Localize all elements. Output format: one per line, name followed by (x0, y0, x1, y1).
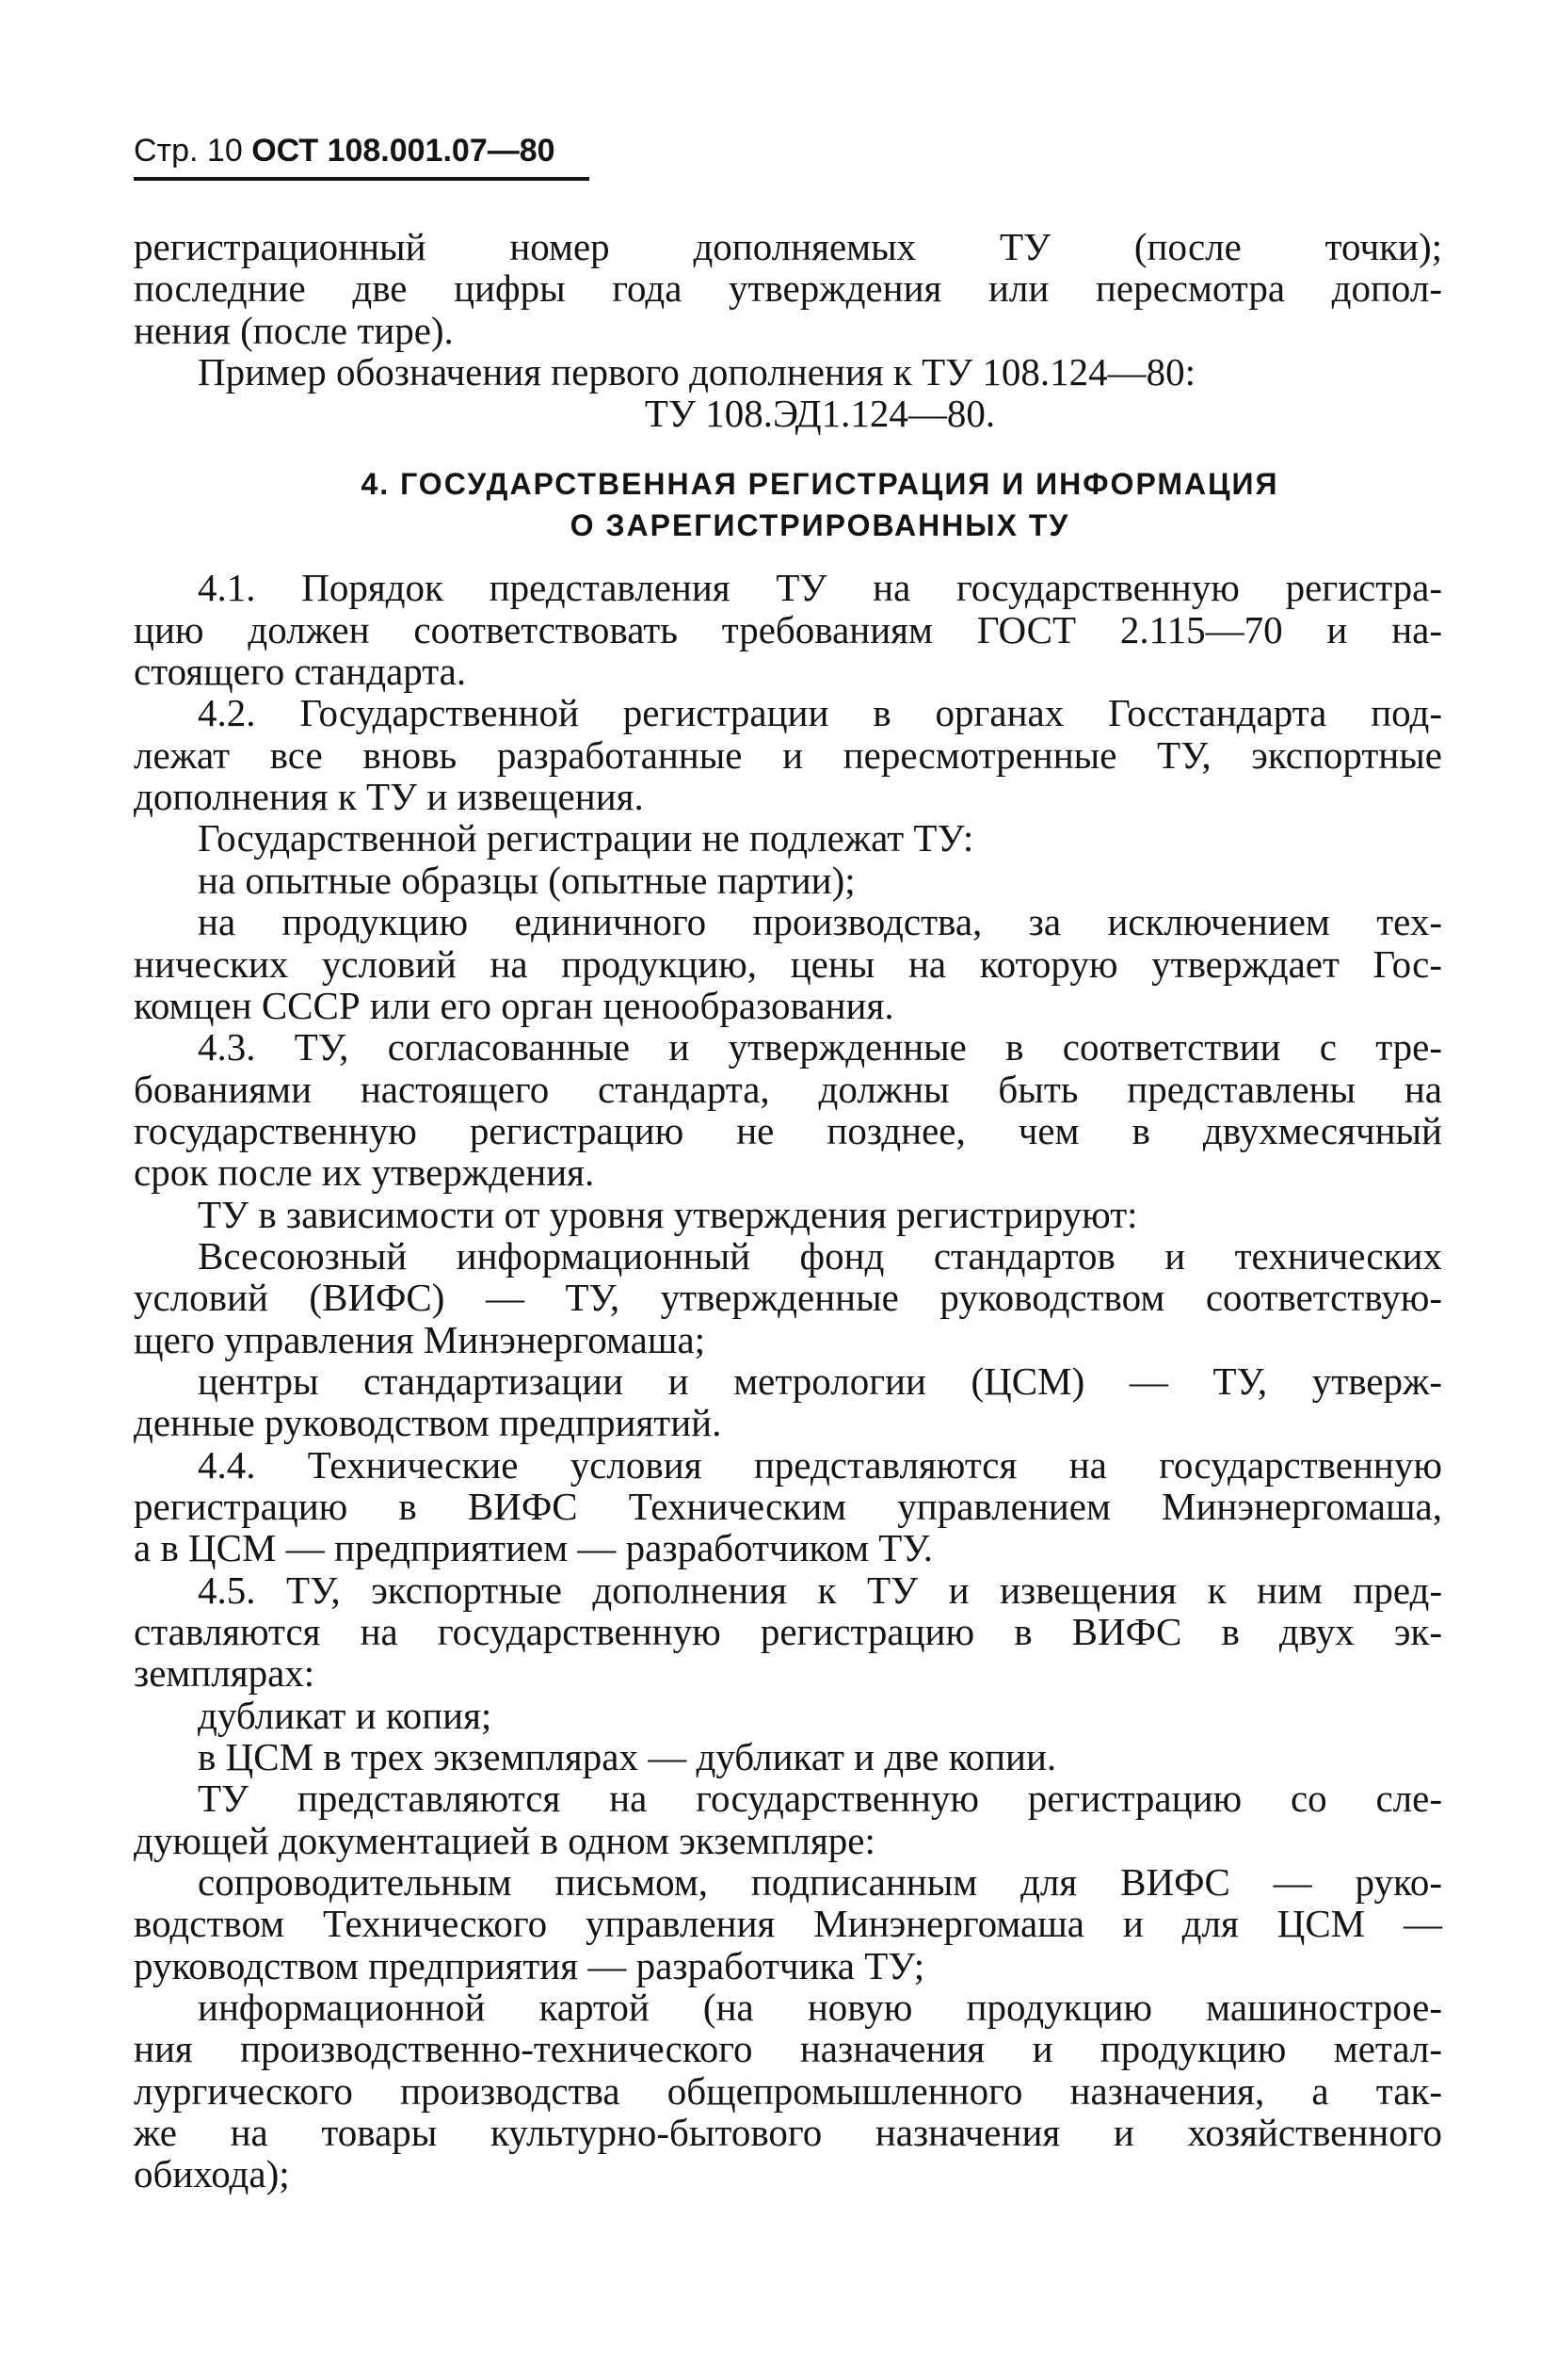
text-line: нических условий на продукцию, цены на которую утверждает Гос- (134, 941, 1442, 986)
text-line: щего управления Минэнергомаша; (134, 1317, 706, 1361)
text-line: руководством предприятия — разработчика ТУ; (134, 1943, 925, 1987)
text-line: же на товары культурно-бытового назначения и хозяйственного (134, 2111, 1442, 2155)
text-line: ния производственно-технического назначения и продукцию метал- (134, 2027, 1442, 2071)
standard-code: ОСТ 108.001.07—80 (251, 133, 555, 169)
page-number: Стр. 10 (134, 133, 243, 169)
text-line: ТУ в зависимости от уровня утверждения регистрируют: (198, 1192, 1138, 1236)
section-title-line-2: О ЗАРЕГИСТРИРОВАННЫХ ТУ (570, 508, 1070, 543)
text-line: дубликат и копия; (198, 1693, 492, 1737)
text-line: Пример обозначения первого дополнения к ТУ 108.124—80: (198, 350, 1196, 394)
text-line: комцен СССР или его орган ценообразования. (134, 983, 894, 1027)
text-line: 4.3. ТУ, согласованные и утвержденные в соответствии с тре- (198, 1025, 1442, 1069)
text-line: лургического производства общепромышленного назначения, а так- (134, 2068, 1442, 2113)
text-line: сопроводительным письмом, подписанным для ВИФС — руко- (198, 1860, 1442, 1905)
text-line: государственную регистрацию не позднее, чем в двухмесячный (134, 1108, 1442, 1152)
text-line: регистрационный номер дополняемых ТУ (после точки); (134, 225, 1442, 268)
text-line: денные руководством предприятий. (134, 1401, 722, 1445)
section-title-line-1: 4. ГОСУДАРСТВЕННАЯ РЕГИСТРАЦИЯ И ИНФОРМАЦИЯ (361, 466, 1279, 501)
text-line: 4.2. Государственной регистрации в органах Госстандарта под- (198, 691, 1442, 735)
text-line: бованиями настоящего стандарта, должны быть представлены на (134, 1067, 1442, 1111)
text-line: дополнения к ТУ и извещения. (134, 775, 644, 819)
text-line: центры стандартизации и метрологии (ЦСМ) — ТУ, утверж- (198, 1359, 1442, 1403)
text-line: земплярах: (134, 1651, 315, 1696)
text-line: срок после их утверждения. (134, 1150, 595, 1195)
text-line: информационной картой (на новую продукцию машинострое- (198, 1986, 1442, 2030)
page-header (134, 130, 589, 181)
text-line: Всесоюзный информационный фонд стандартов и технических (198, 1233, 1442, 1278)
text-line: а в ЦСМ — предприятием — разработчиком ТУ. (134, 1526, 933, 1570)
text-line: стоящего стандарта. (134, 650, 467, 694)
text-line: на продукцию единичного производства, за исключением тех- (198, 900, 1442, 944)
text-line: регистрацию в ВИФС Техническим управлением Минэнергомаша, (134, 1484, 1442, 1528)
designation-example: ТУ 108.ЭД1.124—80. (644, 392, 996, 436)
text-line: ставляются на государственную регистрацию в ВИФС в двух эк- (134, 1610, 1442, 1653)
text-line: цию должен соответствовать требованиям ГОСТ 2.115—70 и на- (134, 607, 1442, 651)
text-line: дующей документацией в одном экземпляре: (134, 1818, 875, 1862)
text-line: условий (ВИФС) — ТУ, утвержденные руководством соответствую- (134, 1276, 1442, 1320)
text-line: последние две цифры года утверждения или пересмотра допол- (134, 266, 1442, 311)
text-line: нения (после тире). (134, 308, 454, 352)
text-line: водством Технического управления Минэнергомаша и для ЦСМ — (134, 1902, 1442, 1946)
text-line: Государственной регистрации не подлежат ТУ: (198, 816, 974, 860)
text-line: в ЦСМ в трех экземплярах — дубликат и две копии. (198, 1735, 1057, 1779)
text-line: 4.1. Порядок представления ТУ на государственную регистра- (198, 566, 1442, 610)
text-line: на опытные образцы (опытные партии); (198, 858, 856, 902)
text-line: 4.4. Технические условия представляются на государственную (198, 1442, 1442, 1487)
text-line: 4.5. ТУ, экспортные дополнения к ТУ и извещения к ним пред- (198, 1568, 1442, 1612)
text-line: ТУ представляются на государственную регистрацию со сле- (198, 1777, 1442, 1821)
body-text (134, 225, 1442, 2196)
text-line: обихода); (134, 2152, 290, 2196)
text-line: лежат все вновь разработанные и пересмотренные ТУ, экспортные (134, 732, 1442, 777)
